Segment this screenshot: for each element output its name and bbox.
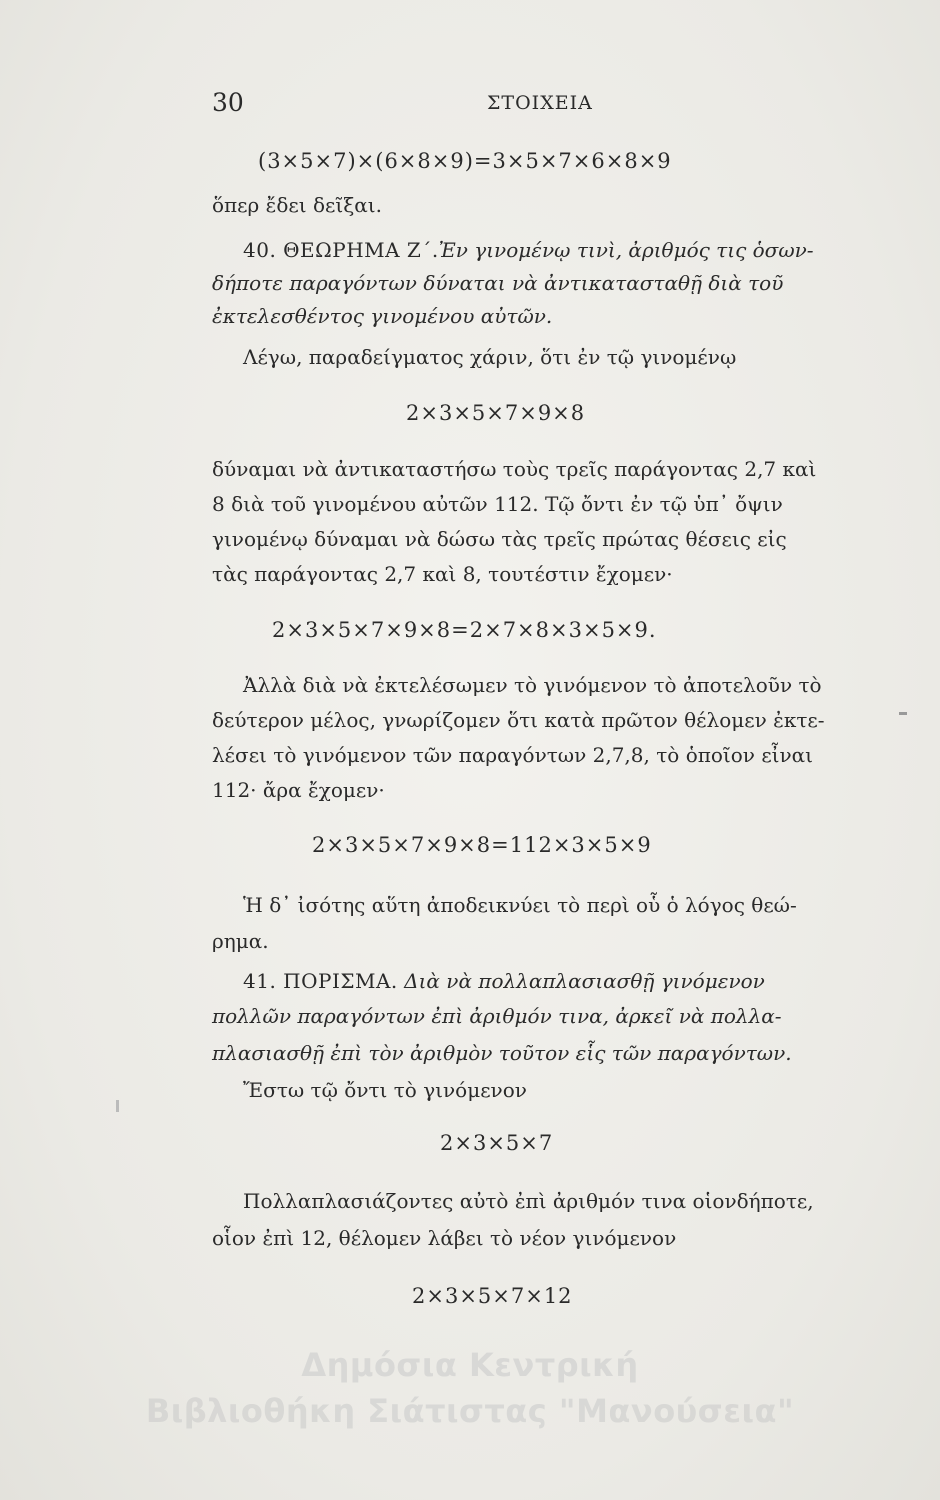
text-line: 112· ἄρα ἔχομεν· xyxy=(212,778,385,802)
text-line: λέσει τὸ γινόμενον τῶν παραγόντων 2,7,8, τὸ ὁποῖον εἶναι xyxy=(212,743,814,767)
corollary-heading xyxy=(243,968,765,994)
margin-mark xyxy=(116,1100,119,1112)
equation-line: (3×5×7)×(6×8×9)=3×5×7×6×8×9 xyxy=(258,149,672,173)
theorem-statement-line: ἐκτελεσθέντος γινομένου αὐτῶν. xyxy=(212,304,553,328)
text-line: ρημα. xyxy=(212,929,269,953)
theorem-statement-line: δήποτε παραγόντων δύναται νὰ ἀντικατασταθῇ διὰ τοῦ xyxy=(212,271,784,295)
theorem-number: 40. ΘΕΩΡΗΜΑ Ζ΄. xyxy=(243,238,439,262)
library-watermark-line1: Δημόσια Κεντρική xyxy=(301,1346,639,1384)
equation-line: 2×3×5×7×9×8=2×7×8×3×5×9. xyxy=(272,618,657,642)
corollary-number: 41. ΠΟΡΙΣΜΑ. xyxy=(243,969,398,993)
text-line: δεύτερον μέλος, γνωρίζομεν ὅτι κατὰ πρῶτον θέλομεν ἐκτε- xyxy=(212,708,825,732)
margin-mark xyxy=(899,712,907,715)
page-number: 30 xyxy=(212,88,244,117)
theorem-heading xyxy=(243,237,814,263)
text-line: Λέγω, παραδείγματος χάριν, ὅτι ἐν τῷ γινομένῳ xyxy=(243,345,737,369)
library-watermark-line2: Βιβλιοθήκη Σιάτιστας "Μανούσεια" xyxy=(145,1392,795,1430)
text-line: οἷον ἐπὶ 12, θέλομεν λάβει τὸ νέον γινόμενον xyxy=(212,1226,677,1250)
text-line: ὅπερ ἔδει δεῖξαι. xyxy=(212,193,382,217)
text-line: 8 διὰ τοῦ γινομένου αὐτῶν 112. Τῷ ὄντι ἐν τῷ ὑπ᾽ ὄψιν xyxy=(212,492,783,516)
corollary-statement: Διὰ νὰ πολλαπλασιασθῇ γινόμενον xyxy=(404,969,765,993)
text-line: δύναμαι νὰ ἀντικαταστήσω τοὺς τρεῖς παράγοντας 2,7 καὶ xyxy=(212,457,817,481)
corollary-statement-line: πολλῶν παραγόντων ἐπὶ ἀριθμόν τινα, ἀρκεῖ νὰ πολλα- xyxy=(212,1004,782,1028)
text-line: γινομένῳ δύναμαι νὰ δώσω τὰς τρεῖς πρώτας θέσεις εἰς xyxy=(212,527,787,551)
text-line: Ἀλλὰ διὰ νὰ ἐκτελέσωμεν τὸ γινόμενον τὸ ἀποτελοῦν τὸ xyxy=(243,673,822,697)
text-line: Πολλαπλασιάζοντες αὐτὸ ἐπὶ ἀριθμόν τινα οἱονδήποτε, xyxy=(243,1189,814,1213)
equation-line: 2×3×5×7 xyxy=(440,1131,554,1155)
theorem-statement: Ἐν γινομένῳ τινὶ, ἀριθμός τις ὁσων- xyxy=(438,238,814,262)
text-line: Ἡ δ᾽ ἰσότης αὕτη ἀποδεικνύει τὸ περὶ οὗ ὁ λόγος θεώ- xyxy=(243,893,797,917)
corollary-statement-line: πλασιασθῇ ἐπὶ τὸν ἀριθμὸν τοῦτον εἷς τῶν παραγόντων. xyxy=(212,1041,792,1065)
text-line: τὰς παράγοντας 2,7 καὶ 8, τουτέστιν ἔχομεν· xyxy=(212,562,673,586)
running-title: ΣΤΟΙΧΕΙΑ xyxy=(487,92,593,114)
text-line: Ἔστω τῷ ὄντι τὸ γινόμενον xyxy=(243,1078,527,1102)
page-header xyxy=(212,88,862,122)
equation-line: 2×3×5×7×9×8=112×3×5×9 xyxy=(312,833,652,857)
equation-line: 2×3×5×7×9×8 xyxy=(406,401,586,425)
equation-line: 2×3×5×7×12 xyxy=(412,1284,573,1308)
